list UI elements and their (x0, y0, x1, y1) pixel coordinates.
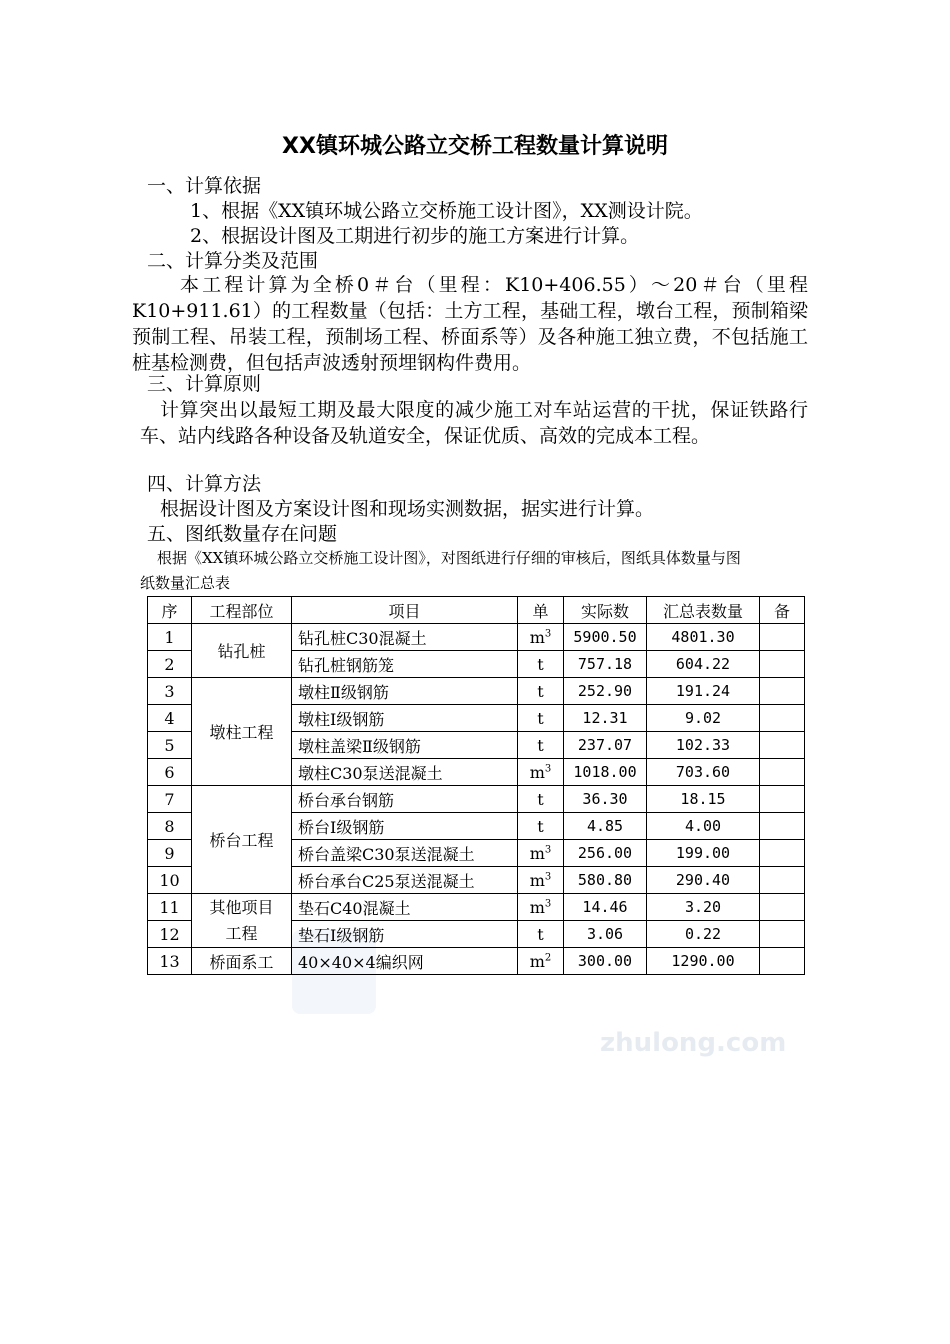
header-summary: 汇总表数量 (647, 597, 760, 624)
row-item: 墩柱Ⅰ级钢筋 (292, 705, 518, 732)
header-unit: 单 (518, 597, 564, 624)
row-summary: 0.22 (647, 921, 760, 948)
section-5-line-1: 根据《XX镇环城公路立交桥施工设计图》，对图纸进行仔细的审核后，图纸具体数量与图 (157, 549, 741, 567)
row-actual: 757.18 (564, 651, 647, 678)
header-no: 序 (148, 597, 192, 624)
row-item: 垫石C40混凝土 (292, 894, 518, 921)
section-1-item-1: 1、根据《XX镇环城公路立交桥施工设计图》，XX测设计院。 (190, 200, 703, 222)
row-item: 40×40×4编织网 (292, 948, 518, 975)
row-no: 3 (148, 678, 192, 705)
row-remark (760, 624, 805, 651)
row-item: 钻孔桩C30混凝土 (292, 624, 518, 651)
row-no: 1 (148, 624, 192, 651)
row-unit: $m^3$ (518, 894, 564, 921)
row-actual: 1018.00 (564, 759, 647, 786)
section-1-item-2: 2、根据设计图及工期进行初步的施工方案进行计算。 (190, 225, 640, 247)
row-summary: 290.40 (647, 867, 760, 894)
row-remark (760, 705, 805, 732)
row-remark (760, 732, 805, 759)
row-summary: 4801.30 (647, 624, 760, 651)
row-unit: t (518, 651, 564, 678)
row-actual: 14.46 (564, 894, 647, 921)
group-cell: 墩柱工程 (192, 678, 292, 786)
row-no: 7 (148, 786, 192, 813)
row-item: 墩柱C30泵送混凝土 (292, 759, 518, 786)
section-2-heading: 二、计算分类及范围 (147, 250, 319, 272)
row-remark (760, 786, 805, 813)
row-actual: 237.07 (564, 732, 647, 759)
row-actual: 580.80 (564, 867, 647, 894)
row-item: 垫石Ⅰ级钢筋 (292, 921, 518, 948)
row-summary: 1290.00 (647, 948, 760, 975)
row-unit: t (518, 732, 564, 759)
group-cell: 钻孔桩 (192, 624, 292, 678)
row-summary: 191.24 (647, 678, 760, 705)
row-summary: 3.20 (647, 894, 760, 921)
row-remark (760, 678, 805, 705)
row-summary: 199.00 (647, 840, 760, 867)
row-no: 9 (148, 840, 192, 867)
row-no: 13 (148, 948, 192, 975)
row-actual: 36.30 (564, 786, 647, 813)
row-actual: 5900.50 (564, 624, 647, 651)
table-row (148, 624, 805, 651)
row-item: 墩柱Ⅱ级钢筋 (292, 678, 518, 705)
table-row (148, 786, 805, 813)
group-cell: 桥面系工 (192, 948, 292, 975)
row-no: 8 (148, 813, 192, 840)
watermark-text: zhulong.com (600, 1028, 787, 1058)
section-4-heading: 四、计算方法 (147, 473, 262, 495)
row-no: 6 (148, 759, 192, 786)
quantity-table (147, 596, 805, 975)
row-actual: 300.00 (564, 948, 647, 975)
section-1-heading: 一、计算依据 (147, 175, 262, 197)
row-item: 桥台承台钢筋 (292, 786, 518, 813)
row-no: 5 (148, 732, 192, 759)
group-cell: 桥台工程 (192, 786, 292, 894)
row-remark (760, 651, 805, 678)
row-item: 墩柱盖梁Ⅱ级钢筋 (292, 732, 518, 759)
table-header-row (148, 597, 805, 624)
row-item: 钻孔桩钢筋笼 (292, 651, 518, 678)
row-summary: 4.00 (647, 813, 760, 840)
row-summary: 18.15 (647, 786, 760, 813)
row-remark (760, 948, 805, 975)
section-3-body: 计算突出以最短工期及最大限度的减少施工对车站运营的干扰，保证铁路行车、站内线路各种设备及轨道安全，保证优质、高效的完成本工程。 (140, 399, 808, 447)
row-unit: $m^2$ (518, 948, 564, 975)
row-remark (760, 894, 805, 921)
row-no: 10 (148, 867, 192, 894)
row-summary: 703.60 (647, 759, 760, 786)
row-actual: 256.00 (564, 840, 647, 867)
row-actual: 252.90 (564, 678, 647, 705)
row-item: 桥台承台C25泵送混凝土 (292, 867, 518, 894)
row-remark (760, 759, 805, 786)
row-remark (760, 921, 805, 948)
section-5-line-2: 纸数量汇总表 (140, 574, 231, 592)
header-part: 工程部位 (192, 597, 292, 624)
section-2-body: 本工程计算为全桥0＃台（里程：K10+406.55）～20＃台（里程K10+911.61）的工程数量（包括：土方工程，基础工程，墩台工程，预制箱梁预制工程、吊装工程，预制场工程、桥面系等）及各种施工独立费，不包括施工桩基检测费，但包括声波透射预埋钢构件费用。 (132, 274, 808, 374)
table-row (148, 948, 805, 975)
row-unit: t (518, 921, 564, 948)
page-title: XX镇环城公路立交桥工程数量计算说明 (282, 134, 668, 159)
row-remark (760, 867, 805, 894)
header-item: 项目 (292, 597, 518, 624)
section-4-body: 根据设计图及方案设计图和现场实测数据，据实进行计算。 (160, 498, 655, 520)
row-no: 4 (148, 705, 192, 732)
section-3-heading: 三、计算原则 (147, 373, 262, 395)
section-5-heading: 五、图纸数量存在问题 (147, 523, 338, 545)
row-summary: 102.33 (647, 732, 760, 759)
row-item: 桥台盖梁C30泵送混凝土 (292, 840, 518, 867)
row-actual: 3.06 (564, 921, 647, 948)
row-remark (760, 840, 805, 867)
table-row (148, 894, 805, 921)
row-no: 2 (148, 651, 192, 678)
row-unit: $m^3$ (518, 840, 564, 867)
row-no: 11 (148, 894, 192, 921)
row-unit: $m^3$ (518, 867, 564, 894)
row-unit: $m^3$ (518, 759, 564, 786)
header-remark: 备 (760, 597, 805, 624)
row-unit: $m^3$ (518, 624, 564, 651)
row-summary: 9.02 (647, 705, 760, 732)
row-remark (760, 813, 805, 840)
row-unit: t (518, 705, 564, 732)
header-actual: 实际数 (564, 597, 647, 624)
row-actual: 4.85 (564, 813, 647, 840)
table-row (148, 678, 805, 705)
row-unit: t (518, 813, 564, 840)
row-item: 桥台Ⅰ级钢筋 (292, 813, 518, 840)
row-no: 12 (148, 921, 192, 948)
row-actual: 12.31 (564, 705, 647, 732)
group-cell: 其他项目工程 (192, 894, 292, 948)
row-unit: t (518, 678, 564, 705)
row-unit: t (518, 786, 564, 813)
row-summary: 604.22 (647, 651, 760, 678)
